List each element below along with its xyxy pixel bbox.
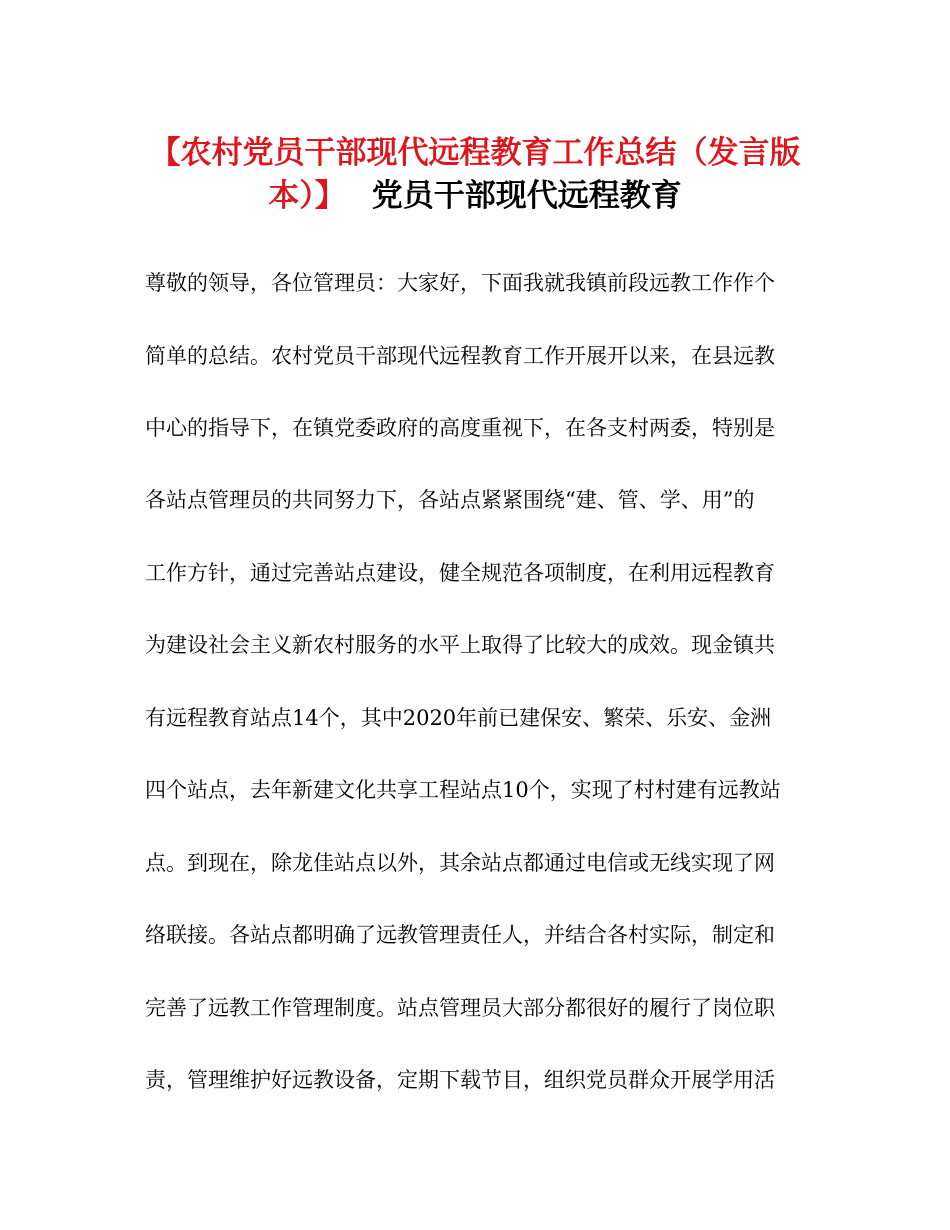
title-text-red: 【农村党员干部现代远程教育工作总结（发言版 (149, 135, 801, 171)
title-text-black: 党员干部现代远程教育 (371, 178, 682, 214)
document-title-line-1 (0, 133, 950, 173)
body-line: 简单的总结。农村党员干部现代远程教育工作开展开以来，在县远教 (145, 344, 775, 368)
body-line: 完善了远教工作管理制度。站点管理员大部分都很好的履行了岗位职 (145, 996, 775, 1020)
body-line: 工作方针，通过完善站点建设，健全规范各项制度，在利用远程教育 (145, 561, 775, 585)
body-line: 中心的指导下，在镇党委政府的高度重视下，在各支村两委，特别是 (145, 416, 775, 440)
title-text-red-end: 本）】 (268, 178, 346, 214)
body-line: 四个站点，去年新建文化共享工程站点10个，实现了村村建有远教站 (145, 778, 781, 802)
body-line: 为建设社会主义新农村服务的水平上取得了比较大的成效。现金镇共 (145, 633, 775, 657)
document-title-line-2 (0, 176, 950, 216)
body-line: 点。到现在，除龙佳站点以外，其余站点都通过电信或无线实现了网 (145, 851, 775, 875)
body-line: 有远程教育站点14个，其中2020年前已建保安、繁荣、乐安、金洲 (145, 706, 772, 730)
body-line: 各站点管理员的共同努力下，各站点紧紧围绕“建、管、学、用”的 (145, 488, 755, 512)
body-line: 络联接。各站点都明确了远教管理责任人，并结合各村实际，制定和 (145, 923, 775, 947)
body-line: 责，管理维护好远教设备，定期下载节目，组织党员群众开展学用活 (145, 1068, 775, 1092)
body-line: 尊敬的领导，各位管理员：大家好，下面我就我镇前段远教工作作个 (145, 271, 775, 295)
